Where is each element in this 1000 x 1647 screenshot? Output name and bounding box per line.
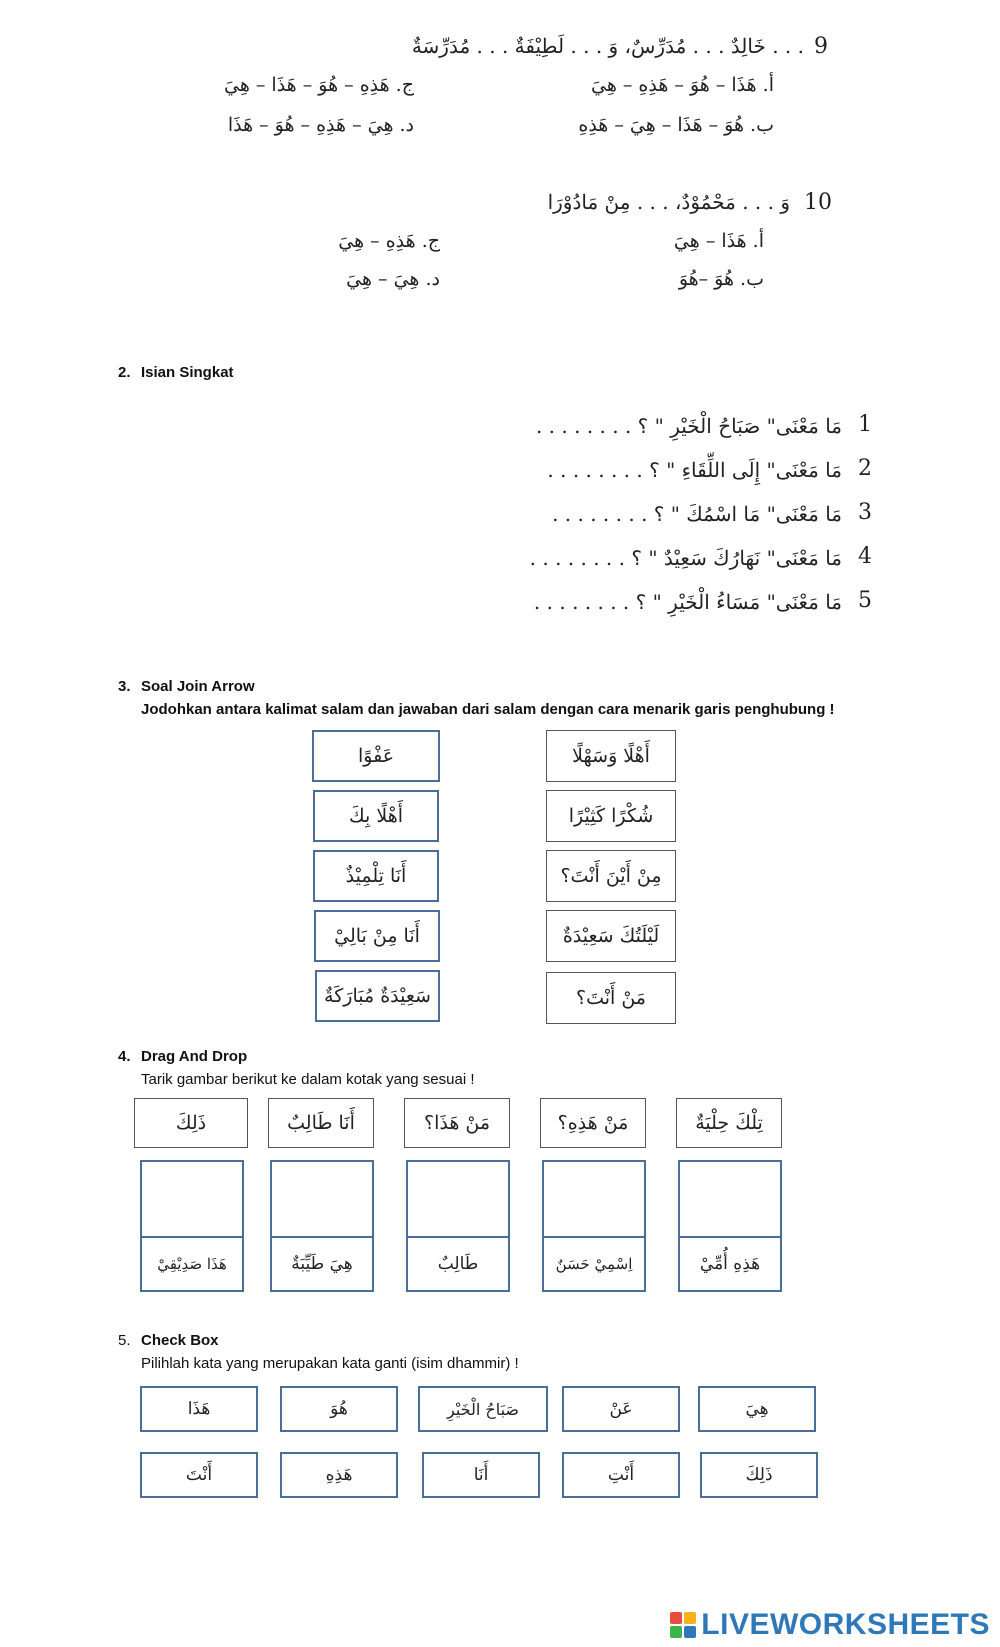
question-10-option-c[interactable]: ج. هَذِهِ – هِيَ (338, 230, 440, 252)
liveworksheets-logo-icon (669, 1611, 697, 1639)
checkbox-option-4[interactable]: عَنْ (562, 1386, 680, 1432)
drag-card-3[interactable]: مَنْ هَذَا؟ (404, 1098, 510, 1148)
question-10-option-b[interactable]: ب. هُوَ –هُوَ (678, 268, 764, 290)
drop-target-4[interactable] (542, 1160, 646, 1238)
match-left-3[interactable]: أَنَا تِلْمِيْذٌ (313, 850, 439, 902)
short-answer-5-question[interactable]: مَا مَعْنَى" مَسَاءُ الْخَيْرِ " ؟ . . . . . . . . (533, 590, 842, 614)
drop-target-5[interactable] (678, 1160, 782, 1238)
short-answer-2-number: 2 (858, 456, 872, 481)
checkbox-option-1[interactable]: هَذَا (140, 1386, 258, 1432)
drop-target-3[interactable] (406, 1160, 510, 1238)
drop-label-1: هَذَا صَدِيْقِيْ (140, 1236, 244, 1292)
drop-label-4: اِسْمِيْ حَسَنٌ (542, 1236, 646, 1292)
short-answer-5-number: 5 (858, 588, 872, 613)
match-left-2[interactable]: أَهْلًا بِكَ (313, 790, 439, 842)
question-10-stem: وَ . . . مَحْمُوْدٌ، . . . مِنْ مَادُوْرَا (547, 190, 790, 214)
section-2-title: Isian Singkat (141, 364, 234, 381)
short-answer-1-number: 1 (858, 412, 872, 437)
drop-label-5: هَذِهِ أُمِّيْ (678, 1236, 782, 1292)
drag-card-2[interactable]: أَنَا طَالِبٌ (268, 1098, 374, 1148)
question-9-number: 9 (814, 34, 828, 59)
section-3-instruction: Jodohkan antara kalimat salam dan jawaban dari salam dengan cara menarik garis penghubung ! (141, 701, 835, 718)
drop-label-2: هِيَ طَيِّبَةٌ (270, 1236, 374, 1292)
question-9-option-a[interactable]: أ. هَذَا – هُوَ – هَذِهِ – هِيَ (590, 74, 774, 96)
section-4-title: Drag And Drop (141, 1048, 248, 1065)
drop-label-3: طَالِبٌ (406, 1236, 510, 1292)
drop-target-2[interactable] (270, 1160, 374, 1238)
liveworksheets-logo (669, 1608, 990, 1642)
checkbox-option-8[interactable]: أَنَا (422, 1452, 540, 1498)
match-right-2[interactable]: شُكْرًا كَثِيْرًا (546, 790, 676, 842)
question-10-option-a[interactable]: أ. هَذَا – هِيَ (673, 230, 764, 252)
checkbox-option-9[interactable]: أَنْتِ (562, 1452, 680, 1498)
section-2-number: 2. (118, 364, 131, 381)
short-answer-1-question[interactable]: مَا مَعْنَى" صَبَاحُ الْخَيْرِ " ؟ . . . . . . . . (535, 414, 842, 438)
short-answer-4-question[interactable]: مَا مَعْنَى" نَهَارُكَ سَعِيْدٌ " ؟ . . . . . . . . (529, 546, 842, 570)
section-5-instruction: Pilihlah kata yang merupakan kata ganti (isim dhammir) ! (141, 1355, 519, 1372)
match-right-1[interactable]: أَهْلًا وَسَهْلًا (546, 730, 676, 782)
match-right-4[interactable]: لَيْلَتُكَ سَعِيْدَةٌ (546, 910, 676, 962)
checkbox-option-7[interactable]: هَذِهِ (280, 1452, 398, 1498)
checkbox-option-2[interactable]: هُوَ (280, 1386, 398, 1432)
short-answer-4-number: 4 (858, 544, 872, 569)
liveworksheets-logo-text: LIVEWORKSHEETS (701, 1608, 990, 1641)
section-3-title: Soal Join Arrow (141, 678, 255, 695)
question-10-option-d[interactable]: د. هِيَ – هِيَ (346, 268, 440, 290)
match-right-5[interactable]: مَنْ أَنْتَ؟ (546, 972, 676, 1024)
section-4-number: 4. (118, 1048, 131, 1065)
checkbox-option-10[interactable]: ذَلِكَ (700, 1452, 818, 1498)
drag-card-1[interactable]: ذَلِكَ (134, 1098, 248, 1148)
question-9-option-c[interactable]: ج. هَذِهِ – هُوَ – هَذَا – هِيَ (224, 74, 414, 96)
section-5-number: 5. (118, 1332, 131, 1349)
checkbox-option-5[interactable]: هِيَ (698, 1386, 816, 1432)
section-3-number: 3. (118, 678, 131, 695)
match-left-4[interactable]: أَنَا مِنْ بَالِيْ (314, 910, 440, 962)
checkbox-option-6[interactable]: أَنْتَ (140, 1452, 258, 1498)
question-9-option-b[interactable]: ب. هُوَ – هَذَا – هِيَ – هَذِهِ (578, 114, 774, 136)
drop-target-1[interactable] (140, 1160, 244, 1238)
question-9-option-d[interactable]: د. هِيَ – هَذِهِ – هُوَ – هَذَا (227, 114, 414, 136)
drag-card-5[interactable]: تِلْكَ حِلْيَةٌ (676, 1098, 782, 1148)
short-answer-3-number: 3 (858, 500, 872, 525)
question-9-stem: . . . خَالِدٌ . . . مُدَرِّسٌ، وَ . . . لَطِيْفَةٌ . . . مُدَرِّسَةٌ (411, 34, 804, 58)
match-left-5[interactable]: سَعِيْدَةٌ مُبَارَكَةٌ (315, 970, 440, 1022)
short-answer-3-question[interactable]: مَا مَعْنَى" مَا اسْمُكَ " ؟ . . . . . . . . (552, 502, 842, 526)
section-5-title: Check Box (141, 1332, 219, 1349)
match-right-3[interactable]: مِنْ أَيْنَ أَنْتَ؟ (546, 850, 676, 902)
checkbox-option-3[interactable]: صَبَاحُ الْخَيْرِ (418, 1386, 548, 1432)
match-left-1[interactable]: عَفْوًا (312, 730, 440, 782)
drag-card-4[interactable]: مَنْ هَذِهِ؟ (540, 1098, 646, 1148)
section-4-instruction: Tarik gambar berikut ke dalam kotak yang sesuai ! (141, 1071, 475, 1088)
question-10-number: 10 (804, 190, 832, 215)
short-answer-2-question[interactable]: مَا مَعْنَى" إِلَى اللِّقَاءِ " ؟ . . . . . . . . (547, 458, 842, 482)
